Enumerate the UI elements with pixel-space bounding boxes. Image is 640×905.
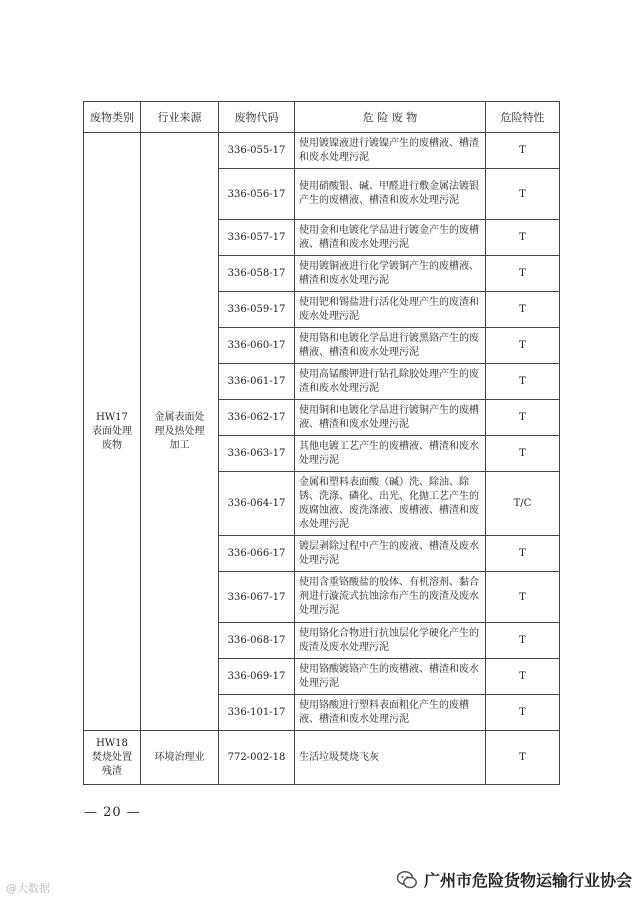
waste-code: 336-062-17 (219, 400, 295, 436)
waste-description: 镀层剥除过程中产生的废液、槽渣及废水处理污泥 (295, 536, 486, 572)
wechat-icon (396, 869, 418, 891)
waste-code: 336-069-17 (219, 659, 295, 695)
header-category: 废物类别 (84, 102, 141, 133)
waste-description: 使用钯和锡盐进行活化处理产生的废渣和废水处理污泥 (295, 292, 486, 328)
hazard-characteristic: T (486, 169, 560, 220)
hazard-characteristic: T (486, 731, 560, 785)
publisher-watermark (396, 868, 632, 891)
table-header-row (84, 102, 560, 133)
waste-code: 336-058-17 (219, 256, 295, 292)
header-waste: 危 险 废 物 (295, 102, 486, 133)
waste-description: 使用硝酸银、碱、甲醛进行敷金属法镀银产生的废槽液、槽渣和废水处理污泥 (295, 169, 486, 220)
header-industry: 行业来源 (141, 102, 219, 133)
hazard-characteristic: T (486, 220, 560, 256)
hazard-characteristic: T (486, 364, 560, 400)
hazard-characteristic: T (486, 292, 560, 328)
header-hazard: 危险特性 (486, 102, 560, 133)
table-row (84, 731, 560, 785)
waste-description: 金属和塑料表面酸（碱）洗、除油、除锈、洗涤、磷化、出光、化抛工艺产生的废腐蚀液、废洗涤液、废槽液、槽渣和废水处理污泥 (295, 472, 486, 536)
hazard-characteristic: T (486, 695, 560, 731)
table-row (84, 133, 560, 169)
hazard-characteristic: T (486, 572, 560, 623)
waste-description: 生活垃圾焚烧飞灰 (295, 731, 486, 785)
waste-description: 使用金和电镀化学品进行镀金产生的废槽液、槽渣和废水处理污泥 (295, 220, 486, 256)
waste-description: 使用镀铜液进行化学镀铜产生的废槽液、槽渣和废水处理污泥 (295, 256, 486, 292)
waste-description: 使用含重铬酸盐的胶体、有机溶剂、黏合剂进行漩流式抗蚀涂布产生的废渣及废水处理污泥 (295, 572, 486, 623)
category-cell-hw17: HW17 表面处理 废物 (84, 133, 141, 731)
waste-code: 336-068-17 (219, 623, 295, 659)
hazard-characteristic: T (486, 436, 560, 472)
waste-code: 336-060-17 (219, 328, 295, 364)
waste-code: 336-061-17 (219, 364, 295, 400)
waste-description: 使用铬和电镀化学品进行镀黑铬产生的废槽液、槽渣和废水处理污泥 (295, 328, 486, 364)
page-number: — 20 — (84, 805, 141, 820)
waste-description: 使用镀镍液进行镀镍产生的废槽液、槽渣和废水处理污泥 (295, 133, 486, 169)
hazard-characteristic: T (486, 133, 560, 169)
hazard-characteristic: T (486, 536, 560, 572)
industry-cell-environment: 环境治理业 (141, 731, 219, 785)
industry-cell-metal-surface: 金属表面处 理及热处理 加工 (141, 133, 219, 731)
hazard-characteristic: T (486, 400, 560, 436)
hazard-characteristic: T (486, 623, 560, 659)
hazardous-waste-table (83, 101, 560, 785)
table-body (84, 133, 560, 785)
waste-code: 336-063-17 (219, 436, 295, 472)
waste-code: 336-101-17 (219, 695, 295, 731)
waste-code: 336-066-17 (219, 536, 295, 572)
waste-code: 336-057-17 (219, 220, 295, 256)
hazard-characteristic: T (486, 659, 560, 695)
waste-description: 使用铬酸镀铬产生的废槽液、槽渣和废水处理污泥 (295, 659, 486, 695)
watermark-source-text: @大数据 (6, 882, 50, 895)
hazard-characteristic: T (486, 328, 560, 364)
hazard-characteristic: T/C (486, 472, 560, 536)
waste-description: 使用铬化合物进行抗蚀层化学硬化产生的废渣及废水处理污泥 (295, 623, 486, 659)
publisher-name: 广州市危险货物运输行业协会 (423, 871, 632, 890)
category-cell-hw18: HW18 焚烧处置 残渣 (84, 731, 141, 785)
waste-code: 336-067-17 (219, 572, 295, 623)
waste-description: 使用铬酸进行塑料表面粗化产生的废槽液、槽渣和废水处理污泥 (295, 695, 486, 731)
waste-description: 其他电镀工艺产生的废槽液、槽渣和废水处理污泥 (295, 436, 486, 472)
waste-code: 336-056-17 (219, 169, 295, 220)
waste-code: 336-064-17 (219, 472, 295, 536)
waste-code: 336-055-17 (219, 133, 295, 169)
waste-description: 使用铜和电镀化学品进行镀铜产生的废槽液、槽渣和废水处理污泥 (295, 400, 486, 436)
header-code: 废物代码 (219, 102, 295, 133)
hazard-characteristic: T (486, 256, 560, 292)
waste-code: 336-059-17 (219, 292, 295, 328)
waste-code: 772-002-18 (219, 731, 295, 785)
waste-description: 使用高锰酸钾进行钻孔除胶处理产生的废渣和废水处理污泥 (295, 364, 486, 400)
